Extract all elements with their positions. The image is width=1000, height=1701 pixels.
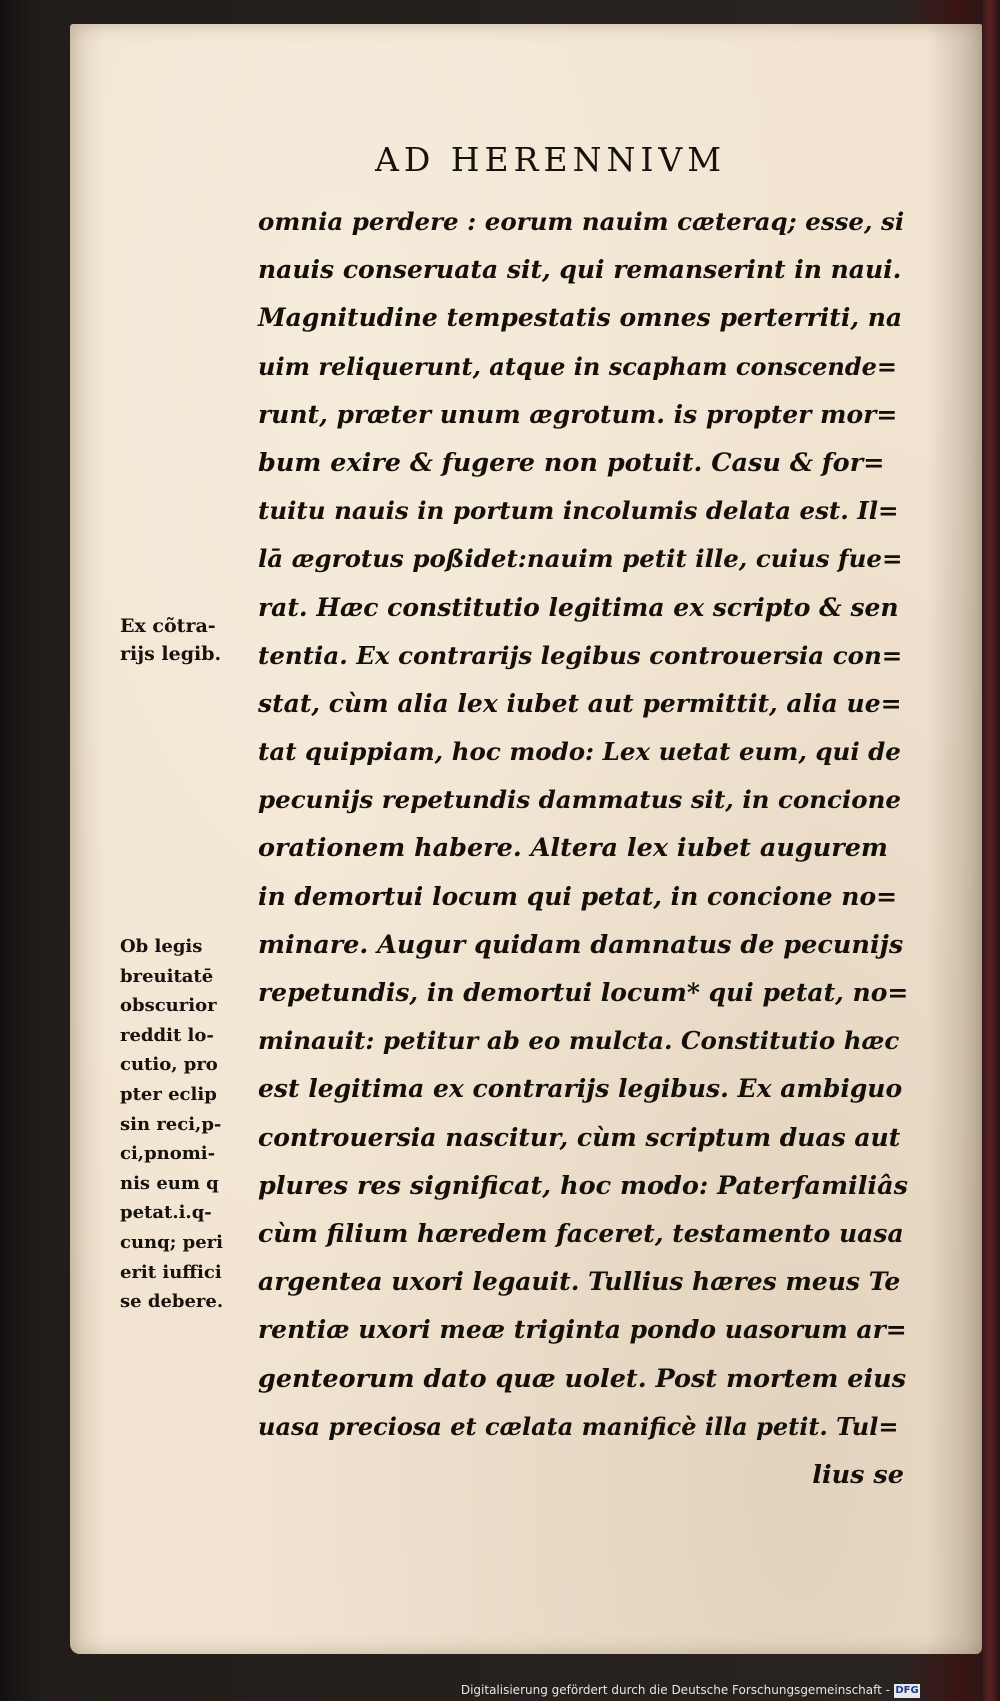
text-line: rentiæ uxori meæ triginta pondo uasorum ar= xyxy=(258,1315,907,1345)
text-line: repetundis, in demortui locum* qui petat, no= xyxy=(258,978,909,1007)
marginal-line: Ex cõtra- xyxy=(120,615,216,637)
text-line: uim reliquerunt, atque in scapham conscende= xyxy=(258,351,897,381)
text-line: in demortui locum qui petat, in concione no= xyxy=(258,881,898,911)
text-line: nauis conseruata sit, qui remanserint in naui. xyxy=(258,255,902,285)
marginal-note-contrary-laws xyxy=(120,612,240,668)
text-line: orationem habere. Altera lex iubet augurem xyxy=(258,833,888,864)
text-line: genteorum dato quæ uolet. Post mortem eius xyxy=(258,1363,907,1394)
marginal-note-brevity xyxy=(120,932,240,1317)
marginal-line: Ob legis xyxy=(120,936,203,957)
text-line: omnia perdere : eorum nauim cæteraq; esse, si xyxy=(258,207,905,236)
marginal-line: reddit lo- xyxy=(120,1024,214,1046)
text-line: stat, cùm alia lex iubet aut permittit, alia ue= xyxy=(258,688,902,718)
marginal-line: sin reci,p- xyxy=(120,1113,222,1135)
dfg-logo: DFG xyxy=(895,1685,919,1696)
text-line: runt, præter unum ægrotum. is propter mor= xyxy=(258,399,898,429)
marginal-line: pter eclip xyxy=(120,1083,217,1105)
marginal-line: cunq; peri xyxy=(120,1231,223,1253)
marginal-line: cutio, pro xyxy=(120,1054,218,1076)
marginal-line: se debere. xyxy=(120,1291,224,1313)
text-line: Magnitudine tempestatis omnes perterriti, na xyxy=(258,303,903,333)
text-line: rat. Hæc constitutio legitima ex scripto & sen xyxy=(258,592,899,622)
marginal-line: ci,pnomi- xyxy=(120,1143,216,1165)
text-line: uasa preciosa et cælata manificè illa petit. Tul= xyxy=(258,1411,899,1441)
marginal-line: breuitatē xyxy=(120,965,214,987)
catchword-line: lius se xyxy=(812,1459,904,1490)
marginal-line: erit iuffici xyxy=(120,1261,222,1283)
text-line: pecunijs repetundis dammatus sit, in concione xyxy=(258,785,902,815)
marginal-line: petat.i.q- xyxy=(120,1202,212,1224)
text-line: minare. Augur quidam damnatus de pecunijs xyxy=(258,929,904,960)
text-line: lā ægrotus poßidet:nauim petit ille, cuius fue= xyxy=(258,544,903,574)
marginal-line: obscurior xyxy=(120,995,217,1017)
text-line: minauit: petitur ab eo mulcta. Constitutio hæc xyxy=(258,1026,900,1056)
book-spine-edge xyxy=(983,0,1000,1701)
marginal-line: nis eum q xyxy=(120,1172,219,1194)
text-line: plures res significat, hoc modo: Paterfamiliâs xyxy=(258,1170,909,1201)
body-text xyxy=(258,198,908,1499)
text-line: tentia. Ex contrarijs legibus controuersia con= xyxy=(258,640,903,670)
text-line: bum exire & fugere non potuit. Casu & for= xyxy=(258,447,885,478)
text-line: cùm filium hæredem faceret, testamento uasa xyxy=(258,1218,904,1248)
text-line: tuitu nauis in portum incolumis delata est. Il= xyxy=(258,496,899,526)
digitization-credit: Digitalisierung gefördert durch die Deutsche Forschungsgemeinschaft - xyxy=(460,1683,890,1697)
text-line: tat quippiam, hoc modo: Lex uetat eum, qui de xyxy=(258,737,901,767)
text-line: argentea uxori legauit. Tullius hæres meus Te xyxy=(258,1267,901,1297)
text-line: controuersia nascitur, cùm scriptum duas aut xyxy=(258,1122,901,1152)
marginal-line: rijs legib. xyxy=(120,643,222,665)
running-head: AD HERENNIVM xyxy=(375,140,726,179)
text-line: est legitima ex contrarijs legibus. Ex ambiguo xyxy=(258,1074,903,1104)
